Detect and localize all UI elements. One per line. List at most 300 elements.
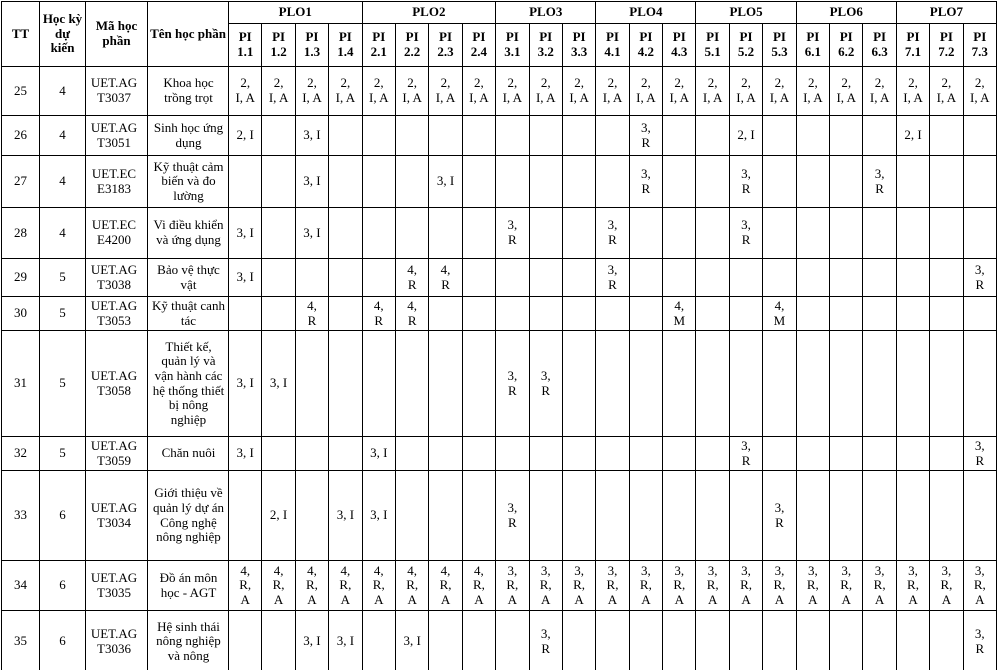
table-row: [2, 208, 997, 259]
pi-value-cell: 3, R: [496, 208, 529, 259]
pi-value-cell: 2, I: [896, 116, 929, 156]
pi-value-cell: 2, I, A: [529, 67, 562, 116]
pi-value-cell: [362, 116, 395, 156]
pi-value-cell: [663, 471, 696, 561]
pi-value-cell: [262, 156, 295, 208]
pi-value-cell: [629, 331, 662, 437]
pi-value-cell: [663, 156, 696, 208]
pi-value-cell: [863, 116, 896, 156]
pi-value-cell: 4, R: [362, 297, 395, 331]
pi-value-cell: 3, I: [295, 116, 328, 156]
semester-cell: 6: [40, 561, 86, 611]
column-header: Học kỳ dự kiến: [40, 2, 86, 67]
pi-value-cell: 2, I: [229, 116, 262, 156]
semester-cell: 5: [40, 259, 86, 297]
tt-cell: 30: [2, 297, 40, 331]
course-code-cell: UET.AGT3059: [86, 437, 148, 471]
pi-column-header: PI 3.2: [529, 24, 562, 67]
tt-cell: 27: [2, 156, 40, 208]
pi-value-cell: [596, 297, 629, 331]
course-name-cell: Giới thiệu về quản lý dự án Công nghệ nông nghiệp: [148, 471, 229, 561]
pi-value-cell: [963, 331, 996, 437]
pi-value-cell: [963, 208, 996, 259]
pi-value-cell: [863, 331, 896, 437]
pi-value-cell: [763, 611, 796, 670]
pi-value-cell: [696, 297, 729, 331]
pi-value-cell: [896, 471, 929, 561]
tt-cell: 26: [2, 116, 40, 156]
pi-value-cell: 3, R: [729, 156, 762, 208]
pi-value-cell: [863, 208, 896, 259]
course-code-cell: UET.AGT3034: [86, 471, 148, 561]
pi-value-cell: [529, 208, 562, 259]
pi-value-cell: [496, 259, 529, 297]
table-row: [2, 67, 997, 116]
pi-value-cell: [362, 208, 395, 259]
pi-value-cell: 3, R: [729, 208, 762, 259]
pi-value-cell: [796, 611, 829, 670]
course-code-cell: UET.ECE3183: [86, 156, 148, 208]
pi-value-cell: [429, 116, 462, 156]
pi-value-cell: [796, 297, 829, 331]
pi-column-header: PI 7.2: [930, 24, 963, 67]
pi-value-cell: 3, I: [329, 471, 362, 561]
tt-cell: 33: [2, 471, 40, 561]
pi-value-cell: [729, 331, 762, 437]
pi-value-cell: [529, 437, 562, 471]
pi-value-cell: [863, 437, 896, 471]
pi-value-cell: [496, 611, 529, 670]
pi-value-cell: [896, 297, 929, 331]
pi-value-cell: 3, R: [529, 331, 562, 437]
pi-value-cell: [596, 471, 629, 561]
pi-value-cell: [395, 156, 428, 208]
pi-column-header: PI 1.3: [295, 24, 328, 67]
pi-value-cell: [295, 331, 328, 437]
semester-cell: 5: [40, 437, 86, 471]
pi-value-cell: [362, 611, 395, 670]
pi-value-cell: 2, I: [262, 471, 295, 561]
pi-value-cell: [763, 259, 796, 297]
pi-value-cell: [462, 208, 495, 259]
pi-value-cell: [863, 259, 896, 297]
pi-value-cell: [262, 437, 295, 471]
pi-value-cell: [629, 611, 662, 670]
pi-value-cell: 3, I: [295, 156, 328, 208]
pi-value-cell: 2, I, A: [629, 67, 662, 116]
pi-value-cell: 3, I: [362, 471, 395, 561]
pi-column-header: PI 5.1: [696, 24, 729, 67]
pi-column-header: PI 3.3: [562, 24, 595, 67]
pi-value-cell: [696, 471, 729, 561]
pi-column-header: PI 4.3: [663, 24, 696, 67]
table-row: [2, 259, 997, 297]
pi-value-cell: [629, 437, 662, 471]
pi-column-header: PI 7.3: [963, 24, 996, 67]
pi-value-cell: [562, 297, 595, 331]
pi-value-cell: [329, 116, 362, 156]
pi-value-cell: [696, 611, 729, 670]
pi-column-header: PI 6.2: [830, 24, 863, 67]
pi-value-cell: [462, 116, 495, 156]
table-header: [2, 2, 997, 67]
pi-value-cell: [462, 331, 495, 437]
pi-value-cell: [229, 471, 262, 561]
pi-value-cell: [930, 437, 963, 471]
pi-value-cell: [629, 297, 662, 331]
pi-column-header: PI 4.2: [629, 24, 662, 67]
pi-value-cell: [729, 471, 762, 561]
plo-group-header: PLO1: [229, 2, 363, 24]
pi-value-cell: 2, I, A: [429, 67, 462, 116]
pi-value-cell: [663, 259, 696, 297]
course-code-cell: UET.AGT3058: [86, 331, 148, 437]
pi-value-cell: [830, 297, 863, 331]
pi-value-cell: 3, R, A: [496, 561, 529, 611]
pi-value-cell: [462, 156, 495, 208]
plo-group-header: PLO4: [596, 2, 696, 24]
table-row: [2, 561, 997, 611]
pi-value-cell: [395, 471, 428, 561]
pi-value-cell: [896, 611, 929, 670]
pi-column-header: PI 1.4: [329, 24, 362, 67]
plo-group-header: PLO7: [896, 2, 996, 24]
pi-value-cell: 4, M: [763, 297, 796, 331]
pi-value-cell: [763, 437, 796, 471]
pi-value-cell: 2, I, A: [395, 67, 428, 116]
pi-value-cell: [562, 156, 595, 208]
plo-group-header: PLO2: [362, 2, 496, 24]
pi-value-cell: [696, 331, 729, 437]
pi-value-cell: [496, 297, 529, 331]
pi-value-cell: [229, 297, 262, 331]
pi-value-cell: 3, R: [629, 116, 662, 156]
pi-value-cell: 3, R: [763, 471, 796, 561]
pi-value-cell: 3, R: [963, 611, 996, 670]
pi-value-cell: [663, 331, 696, 437]
pi-value-cell: [963, 471, 996, 561]
pi-value-cell: 3, R, A: [596, 561, 629, 611]
pi-value-cell: [930, 259, 963, 297]
pi-value-cell: [529, 156, 562, 208]
pi-value-cell: 4, R, A: [395, 561, 428, 611]
pi-value-cell: 3, R: [496, 471, 529, 561]
pi-value-cell: [796, 208, 829, 259]
pi-value-cell: [295, 471, 328, 561]
pi-value-cell: [663, 208, 696, 259]
pi-value-cell: [963, 116, 996, 156]
pi-value-cell: [963, 156, 996, 208]
course-name-cell: Vi điều khiển và ứng dụng: [148, 208, 229, 259]
pi-value-cell: [830, 611, 863, 670]
pi-value-cell: [462, 611, 495, 670]
pi-value-cell: [462, 471, 495, 561]
semester-cell: 4: [40, 67, 86, 116]
pi-value-cell: 4, R, A: [295, 561, 328, 611]
course-name-cell: Thiết kế, quản lý và vận hành các hệ thống thiết bị nông nghiệp: [148, 331, 229, 437]
pi-value-cell: [596, 331, 629, 437]
course-name-cell: Khoa học trồng trọt: [148, 67, 229, 116]
pi-value-cell: 3, I: [229, 331, 262, 437]
pi-column-header: PI 1.1: [229, 24, 262, 67]
pi-value-cell: 4, M: [663, 297, 696, 331]
pi-value-cell: 3, R: [729, 437, 762, 471]
pi-value-cell: [429, 208, 462, 259]
pi-value-cell: [863, 297, 896, 331]
pi-value-cell: [596, 156, 629, 208]
pi-value-cell: [262, 208, 295, 259]
pi-value-cell: [896, 259, 929, 297]
pi-value-cell: [562, 437, 595, 471]
pi-value-cell: 3, I: [229, 259, 262, 297]
course-name-cell: Sinh học ứng dụng: [148, 116, 229, 156]
pi-value-cell: 3, R: [963, 259, 996, 297]
pi-value-cell: [596, 611, 629, 670]
pi-value-cell: [562, 259, 595, 297]
pi-value-cell: 3, R, A: [830, 561, 863, 611]
pi-value-cell: [930, 297, 963, 331]
pi-value-cell: 3, I: [262, 331, 295, 437]
pi-value-cell: [763, 331, 796, 437]
pi-column-header: PI 2.4: [462, 24, 495, 67]
pi-value-cell: [796, 259, 829, 297]
pi-value-cell: [696, 259, 729, 297]
table-row: [2, 116, 997, 156]
table-row: [2, 331, 997, 437]
pi-value-cell: 4, R, A: [229, 561, 262, 611]
pi-value-cell: 3, I: [329, 611, 362, 670]
header-row-plo: [2, 2, 997, 24]
table-body: [2, 67, 997, 670]
pi-value-cell: 2, I, A: [596, 67, 629, 116]
pi-value-cell: [629, 208, 662, 259]
pi-value-cell: [696, 116, 729, 156]
pi-value-cell: [295, 437, 328, 471]
pi-value-cell: [496, 116, 529, 156]
pi-value-cell: [930, 471, 963, 561]
pi-column-header: PI 4.1: [596, 24, 629, 67]
pi-value-cell: [496, 437, 529, 471]
column-header: Mã học phần: [86, 2, 148, 67]
pi-value-cell: 4, R: [429, 259, 462, 297]
pi-value-cell: 3, I: [295, 208, 328, 259]
pi-value-cell: [830, 331, 863, 437]
pi-value-cell: 2, I, A: [462, 67, 495, 116]
pi-value-cell: [830, 259, 863, 297]
pi-value-cell: [395, 331, 428, 437]
pi-value-cell: 3, R, A: [930, 561, 963, 611]
semester-cell: 4: [40, 156, 86, 208]
course-code-cell: UET.AGT3053: [86, 297, 148, 331]
pi-value-cell: [896, 156, 929, 208]
tt-cell: 28: [2, 208, 40, 259]
pi-value-cell: 3, I: [229, 208, 262, 259]
pi-value-cell: 4, R: [395, 297, 428, 331]
pi-value-cell: [329, 437, 362, 471]
pi-value-cell: 3, R, A: [963, 561, 996, 611]
pi-value-cell: 3, R, A: [696, 561, 729, 611]
pi-value-cell: [329, 331, 362, 437]
pi-value-cell: [896, 208, 929, 259]
course-name-cell: Kỹ thuật cảm biến và đo lường: [148, 156, 229, 208]
pi-value-cell: 2, I, A: [362, 67, 395, 116]
pi-value-cell: [729, 611, 762, 670]
pi-value-cell: 3, I: [395, 611, 428, 670]
pi-value-cell: [562, 208, 595, 259]
pi-value-cell: [529, 471, 562, 561]
pi-value-cell: [462, 259, 495, 297]
pi-value-cell: 3, R: [596, 259, 629, 297]
pi-value-cell: [429, 331, 462, 437]
pi-value-cell: [763, 156, 796, 208]
course-code-cell: UET.AGT3035: [86, 561, 148, 611]
table-row: [2, 437, 997, 471]
pi-value-cell: [395, 437, 428, 471]
pi-value-cell: [729, 259, 762, 297]
pi-value-cell: [830, 208, 863, 259]
pi-value-cell: [429, 297, 462, 331]
course-code-cell: UET.AGT3037: [86, 67, 148, 116]
pi-value-cell: 2, I, A: [830, 67, 863, 116]
pi-value-cell: [696, 208, 729, 259]
pi-value-cell: 4, R, A: [329, 561, 362, 611]
pi-value-cell: [796, 471, 829, 561]
pi-column-header: PI 5.3: [763, 24, 796, 67]
pi-column-header: PI 2.1: [362, 24, 395, 67]
plo-group-header: PLO5: [696, 2, 796, 24]
pi-value-cell: 3, R, A: [863, 561, 896, 611]
course-name-cell: Đồ án môn học - AGT: [148, 561, 229, 611]
pi-value-cell: [562, 331, 595, 437]
pi-value-cell: 2, I, A: [663, 67, 696, 116]
pi-value-cell: [930, 156, 963, 208]
pi-value-cell: [930, 331, 963, 437]
tt-cell: 35: [2, 611, 40, 670]
pi-value-cell: 2, I, A: [295, 67, 328, 116]
table-row: [2, 156, 997, 208]
pi-value-cell: [395, 116, 428, 156]
pi-value-cell: [529, 297, 562, 331]
pi-value-cell: 4, R: [395, 259, 428, 297]
pi-value-cell: [562, 471, 595, 561]
table-row: [2, 297, 997, 331]
course-name-cell: Kỹ thuật canh tác: [148, 297, 229, 331]
pi-value-cell: 2, I, A: [763, 67, 796, 116]
pi-value-cell: [930, 208, 963, 259]
pi-value-cell: 4, R: [295, 297, 328, 331]
tt-cell: 31: [2, 331, 40, 437]
pi-value-cell: 3, I: [362, 437, 395, 471]
pi-column-header: PI 1.2: [262, 24, 295, 67]
pi-value-cell: [763, 208, 796, 259]
pi-value-cell: 3, R, A: [629, 561, 662, 611]
pi-value-cell: [796, 331, 829, 437]
pi-value-cell: [896, 437, 929, 471]
pi-column-header: PI 5.2: [729, 24, 762, 67]
pi-value-cell: [796, 156, 829, 208]
pi-value-cell: [830, 471, 863, 561]
pi-value-cell: [830, 156, 863, 208]
pi-value-cell: 3, I: [295, 611, 328, 670]
pi-value-cell: [696, 156, 729, 208]
pi-value-cell: [262, 116, 295, 156]
tt-cell: 25: [2, 67, 40, 116]
pi-value-cell: [529, 116, 562, 156]
semester-cell: 6: [40, 471, 86, 561]
pi-value-cell: [429, 437, 462, 471]
pi-value-cell: [963, 297, 996, 331]
pi-value-cell: 3, R, A: [896, 561, 929, 611]
pi-value-cell: [395, 208, 428, 259]
table-row: [2, 471, 997, 561]
pi-value-cell: 3, R, A: [663, 561, 696, 611]
pi-value-cell: 3, R: [863, 156, 896, 208]
pi-value-cell: [329, 208, 362, 259]
pi-column-header: PI 3.1: [496, 24, 529, 67]
pi-value-cell: [562, 116, 595, 156]
pi-value-cell: [429, 611, 462, 670]
pi-value-cell: [462, 437, 495, 471]
pi-value-cell: 4, R, A: [429, 561, 462, 611]
pi-value-cell: 2, I, A: [729, 67, 762, 116]
pi-value-cell: 3, R, A: [729, 561, 762, 611]
pi-value-cell: [930, 611, 963, 670]
pi-value-cell: [663, 611, 696, 670]
pi-value-cell: [362, 331, 395, 437]
pi-value-cell: 3, R: [496, 331, 529, 437]
pi-value-cell: [830, 437, 863, 471]
pi-value-cell: 3, R, A: [562, 561, 595, 611]
pi-value-cell: [362, 156, 395, 208]
tt-cell: 32: [2, 437, 40, 471]
pi-value-cell: 3, R, A: [529, 561, 562, 611]
tt-cell: 34: [2, 561, 40, 611]
pi-value-cell: [696, 437, 729, 471]
pi-value-cell: [896, 331, 929, 437]
semester-cell: 4: [40, 208, 86, 259]
semester-cell: 5: [40, 331, 86, 437]
pi-value-cell: [329, 297, 362, 331]
column-header: TT: [2, 2, 40, 67]
pi-value-cell: [329, 259, 362, 297]
pi-value-cell: 2, I, A: [562, 67, 595, 116]
pi-column-header: PI 2.2: [395, 24, 428, 67]
pi-column-header: PI 2.3: [429, 24, 462, 67]
pi-value-cell: [663, 116, 696, 156]
course-code-cell: UET.AGT3038: [86, 259, 148, 297]
pi-value-cell: [295, 259, 328, 297]
pi-value-cell: 2, I, A: [930, 67, 963, 116]
pi-value-cell: 3, I: [429, 156, 462, 208]
pi-value-cell: 2, I, A: [796, 67, 829, 116]
pi-column-header: PI 7.1: [896, 24, 929, 67]
pi-value-cell: 3, R: [596, 208, 629, 259]
plo-group-header: PLO6: [796, 2, 896, 24]
semester-cell: 6: [40, 611, 86, 670]
pi-value-cell: 2, I, A: [229, 67, 262, 116]
pi-value-cell: 2, I, A: [696, 67, 729, 116]
pi-value-cell: 2, I, A: [963, 67, 996, 116]
pi-value-cell: 2, I: [729, 116, 762, 156]
pi-value-cell: 3, R: [963, 437, 996, 471]
pi-value-cell: 2, I, A: [262, 67, 295, 116]
pi-value-cell: [362, 259, 395, 297]
course-name-cell: Bảo vệ thực vật: [148, 259, 229, 297]
table-row: [2, 611, 997, 670]
pi-value-cell: [529, 259, 562, 297]
semester-cell: 5: [40, 297, 86, 331]
pi-value-cell: [830, 116, 863, 156]
